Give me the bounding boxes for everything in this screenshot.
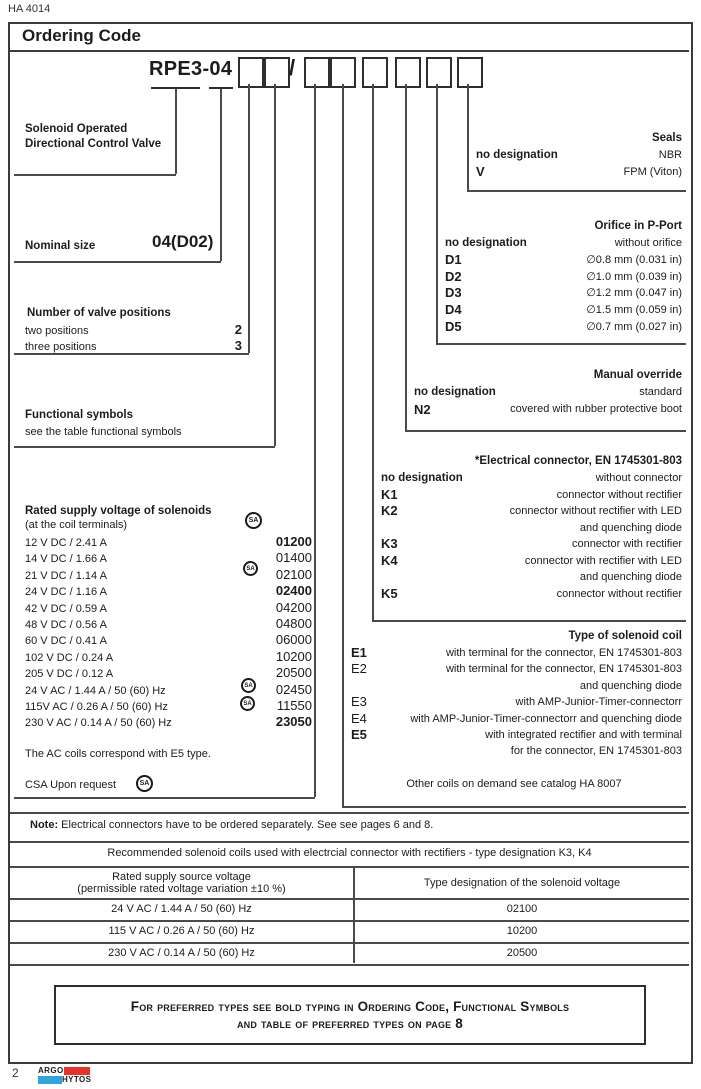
position-option: three positions [25, 341, 97, 353]
seal-desc: FPM (Viton) [623, 165, 682, 178]
connector-row [372, 569, 686, 586]
voltage-row [25, 649, 312, 665]
coil-row [342, 645, 686, 661]
section-orifice [436, 218, 686, 336]
section-rule [14, 797, 315, 799]
orifice-desc: ∅1.5 mm (0.059 in) [586, 304, 682, 317]
section-rule [14, 174, 176, 176]
override-desc: standard [639, 386, 682, 398]
logo-argo-text: ARGO [38, 1066, 64, 1075]
connector-row [372, 553, 686, 570]
voltage-code: 06000 [275, 632, 312, 648]
orifice-desc: ∅0.8 mm (0.031 in) [586, 253, 682, 266]
voltage-row [25, 583, 312, 599]
connector-row [372, 487, 686, 504]
orifice-row [436, 252, 686, 269]
orifice-desc: without orifice [614, 237, 682, 249]
table-cell-designation: 02100 [506, 903, 538, 915]
csa-mark-icon: SA [241, 678, 256, 693]
seals-row [467, 164, 686, 181]
connector-title: *Electrical connector, EN 1745301-803 [474, 455, 682, 467]
voltage-row [25, 714, 312, 730]
voltage-code: 20500 [275, 665, 312, 681]
coil-row [342, 727, 686, 743]
connector-desc: without connector [595, 472, 682, 484]
page-title: Ordering Code [22, 26, 142, 45]
note-text: Electrical connectors have to be ordered separately. See see pages 6 and 8. [58, 819, 434, 831]
voltage-row [25, 682, 312, 698]
position-code: 2 [234, 322, 242, 337]
orifice-title: Orifice in P-Port [594, 220, 682, 232]
coil-desc: for the connector, EN 1745301-803 [510, 745, 682, 758]
doc-ref: HA 4014 [8, 3, 51, 15]
connector-desc: connector without rectifier with LED [509, 505, 682, 517]
coil-footnote: Other coils on demand see catalog HA 8007 [406, 778, 622, 790]
seals-title: Seals [651, 132, 682, 144]
logo-row-hytos [38, 1075, 91, 1084]
orifice-row [436, 285, 686, 302]
coil-desc: with AMP-Junior-Timer-connectorr and quenching diode [410, 712, 682, 725]
connector-code: K1 [381, 486, 398, 502]
page-number: 2 [12, 1066, 19, 1080]
voltage-code: 02450 [275, 681, 312, 697]
connector-code: K3 [381, 536, 398, 551]
voltage-label: 205 V DC / 0.12 A [25, 668, 114, 681]
section-rule [342, 806, 686, 808]
coil-row [342, 678, 686, 694]
section-voltage [25, 505, 312, 731]
orifice-desc: ∅1.2 mm (0.047 in) [586, 287, 682, 300]
position-code: 3 [234, 338, 242, 353]
voltage-code: 23050 [275, 714, 312, 730]
banner-line1: For preferred types see bold typing in Ordering Code, Functional Symbols [130, 999, 570, 1014]
orifice-desc: ∅1.0 mm (0.039 in) [586, 270, 682, 283]
orifice-row [436, 319, 686, 336]
coil-row [342, 711, 686, 727]
section-seals [467, 130, 686, 180]
code-box-1 [238, 57, 264, 88]
argo-hytos-logo [38, 1066, 91, 1084]
orifice-code: D3 [445, 285, 462, 301]
orifice-code: D5 [445, 318, 462, 334]
valve-type-line2: Directional Control Valve [25, 138, 162, 150]
lead-line [248, 84, 250, 353]
connector-row [372, 536, 686, 553]
connector-desc: and quenching diode [579, 521, 682, 534]
voltage-code: 01200 [275, 534, 312, 549]
voltage-code: 01400 [275, 550, 312, 566]
seal-code: V [476, 163, 485, 179]
coil-code: E5 [351, 726, 367, 742]
note-label: Note: [30, 819, 59, 831]
orifice-desc: ∅0.7 mm (0.027 in) [586, 320, 682, 333]
connector-desc: and quenching diode [579, 571, 682, 583]
connector-desc: connector with rectifier [571, 538, 682, 550]
positions-rows [25, 322, 242, 354]
voltage-subtitle: (at the coil terminals) [25, 519, 128, 531]
coil-desc: with integrated rectifier and with terminal [485, 728, 682, 741]
code-separator: / [289, 55, 296, 80]
lead-line [175, 89, 177, 174]
position-option: two positions [25, 325, 89, 337]
table-border [10, 866, 689, 868]
logo-row-argo [38, 1066, 91, 1075]
table-cell-designation: 20500 [506, 947, 538, 959]
voltage-code: 04800 [275, 615, 312, 631]
voltage-label: 21 V DC / 1.14 A [25, 569, 107, 582]
ordering-code-prefix: RPE3-04 [149, 58, 233, 80]
voltage-row [25, 550, 312, 566]
connector-code: K2 [381, 503, 398, 518]
coil-desc: with terminal for the connector, EN 1745301-803 [445, 663, 682, 676]
logo-hytos-text: HYTOS [62, 1075, 92, 1084]
voltage-code: 02400 [275, 583, 312, 599]
positions-row [25, 338, 242, 354]
code-box-5 [362, 57, 388, 88]
connector-row [372, 503, 686, 520]
override-row [405, 384, 686, 401]
seal-code: no designation [476, 149, 558, 161]
section-connector [372, 453, 686, 602]
voltage-code: 04200 [275, 599, 312, 615]
functional-title: Functional symbols [25, 409, 133, 421]
nominal-size-label: Nominal size [25, 240, 96, 252]
section-coil [342, 628, 686, 760]
voltage-label: 24 V DC / 1.16 A [25, 586, 107, 599]
code-box-6 [395, 57, 421, 88]
col1-header-line1: Rated supply source voltage [112, 871, 251, 883]
csa-mark-icon: SA [136, 775, 153, 792]
voltage-label: 12 V DC / 2.41 A [25, 537, 107, 549]
coil-row [342, 661, 686, 677]
lead-line [314, 84, 316, 797]
code-box-7 [426, 57, 452, 88]
lead-line [274, 84, 276, 446]
code-box-8 [457, 57, 483, 88]
orifice-row [436, 302, 686, 319]
voltage-row [25, 698, 312, 714]
table-col1-header [10, 871, 353, 895]
coil-title: Type of solenoid coil [568, 630, 682, 642]
preferred-types-banner [54, 985, 646, 1045]
code-box-2 [264, 57, 290, 88]
positions-title: Number of valve positions [27, 307, 171, 319]
csa-request-note: CSA Upon request [25, 779, 117, 791]
section-override [405, 367, 686, 418]
override-desc: covered with rubber protective boot [510, 403, 682, 415]
note [30, 819, 433, 831]
coil-desc: and quenching diode [579, 679, 682, 692]
coil-row [342, 694, 686, 710]
voltage-row [25, 534, 312, 550]
section-rule [436, 343, 686, 345]
coil-row [342, 743, 686, 759]
seals-row [467, 147, 686, 164]
lead-line [220, 89, 222, 261]
orifice-code: D4 [445, 302, 462, 318]
coil-code: E3 [351, 694, 367, 710]
connector-code: K4 [381, 552, 398, 568]
col1-header-line2: (permissible rated voltage variation ±10 %) [77, 883, 286, 895]
voltage-row [25, 616, 312, 632]
positions-row [25, 322, 242, 338]
connector-row [372, 470, 686, 487]
connector-desc: connector with rectifier with LED [524, 554, 682, 567]
table-cell-voltage: 115 V AC / 0.26 A / 50 (60) Hz [108, 925, 255, 937]
connector-row [372, 586, 686, 603]
orifice-row [436, 269, 686, 286]
connector-code: K5 [381, 585, 398, 601]
voltage-label: 230 V AC / 0.14 A / 50 (60) Hz [25, 717, 172, 730]
logo-cyan-rect [38, 1076, 62, 1084]
voltage-label: 24 V AC / 1.44 A / 50 (60) Hz [25, 684, 166, 697]
coil-code: E1 [351, 645, 367, 660]
connector-code: no designation [381, 472, 463, 484]
nominal-size-value: 04(D02) [152, 232, 214, 251]
csa-mark-icon: SA [243, 561, 258, 576]
voltage-ac-note: The AC coils correspond with E5 type. [25, 748, 211, 760]
voltage-rows [25, 534, 312, 731]
coil-code: E2 [351, 661, 367, 677]
section-valve-type [25, 122, 161, 152]
divider-line [10, 812, 689, 814]
override-code: no designation [414, 386, 496, 398]
table-border [10, 964, 689, 966]
connector-row [372, 520, 686, 537]
voltage-label: 42 V DC / 0.59 A [25, 602, 107, 615]
voltage-label: 115V AC / 0.26 A / 50 (60) Hz [25, 700, 168, 713]
orifice-code: D1 [445, 251, 462, 267]
logo-red-rect [64, 1067, 90, 1075]
table-cell-voltage: 24 V AC / 1.44 A / 50 (60) Hz [111, 903, 252, 915]
table-col2-header: Type designation of the solenoid voltage [423, 877, 621, 889]
code-box-3 [304, 57, 330, 88]
voltage-code: 11550 [276, 697, 312, 713]
csa-mark-icon: SA [240, 696, 255, 711]
csa-mark-icon: SA [245, 512, 262, 529]
table-caption: Recommended solenoid coils used with electrcial connector with rectifiers - type designation K3, K4 [107, 847, 592, 859]
voltage-row [25, 632, 312, 648]
override-code: N2 [414, 402, 431, 417]
voltage-code: 10200 [275, 648, 312, 664]
voltage-label: 102 V DC / 0.24 A [25, 651, 114, 664]
override-title: Manual override [593, 369, 682, 381]
voltage-row [25, 665, 312, 681]
coil-desc: with AMP-Junior-Timer-connectorr [515, 696, 682, 709]
voltage-title: Rated supply voltage of solenoids [25, 505, 212, 517]
voltage-label: 48 V DC / 0.56 A [25, 618, 107, 631]
connector-desc: connector without rectifier [556, 488, 682, 501]
seal-desc: NBR [658, 149, 682, 161]
voltage-label: 60 V DC / 0.41 A [25, 635, 107, 648]
section-rule [14, 446, 275, 448]
section-rule [14, 261, 221, 263]
voltage-row [25, 567, 312, 583]
voltage-row [25, 600, 312, 616]
orifice-code: no designation [445, 237, 527, 249]
coil-desc: with terminal for the connector, EN 1745301-803 [445, 647, 682, 659]
section-rule [467, 190, 686, 192]
table-cell-designation: 10200 [506, 925, 538, 937]
functional-subtitle: see the table functional symbols [25, 426, 182, 438]
coil-code: E4 [351, 710, 367, 726]
orifice-code: D2 [445, 268, 462, 284]
override-row [405, 401, 686, 418]
voltage-label: 14 V DC / 1.66 A [25, 553, 107, 566]
connector-desc: connector without rectifier [556, 587, 682, 600]
section-rule [405, 430, 686, 432]
banner-line2: and table of preferred types on page 8 [236, 1016, 464, 1031]
table-cell-voltage: 230 V AC / 0.14 A / 50 (60) Hz [108, 947, 255, 959]
voltage-code: 02100 [275, 566, 312, 582]
section-rule [372, 620, 686, 622]
orifice-row [436, 235, 686, 252]
valve-type-line1: Solenoid Operated [25, 123, 128, 135]
